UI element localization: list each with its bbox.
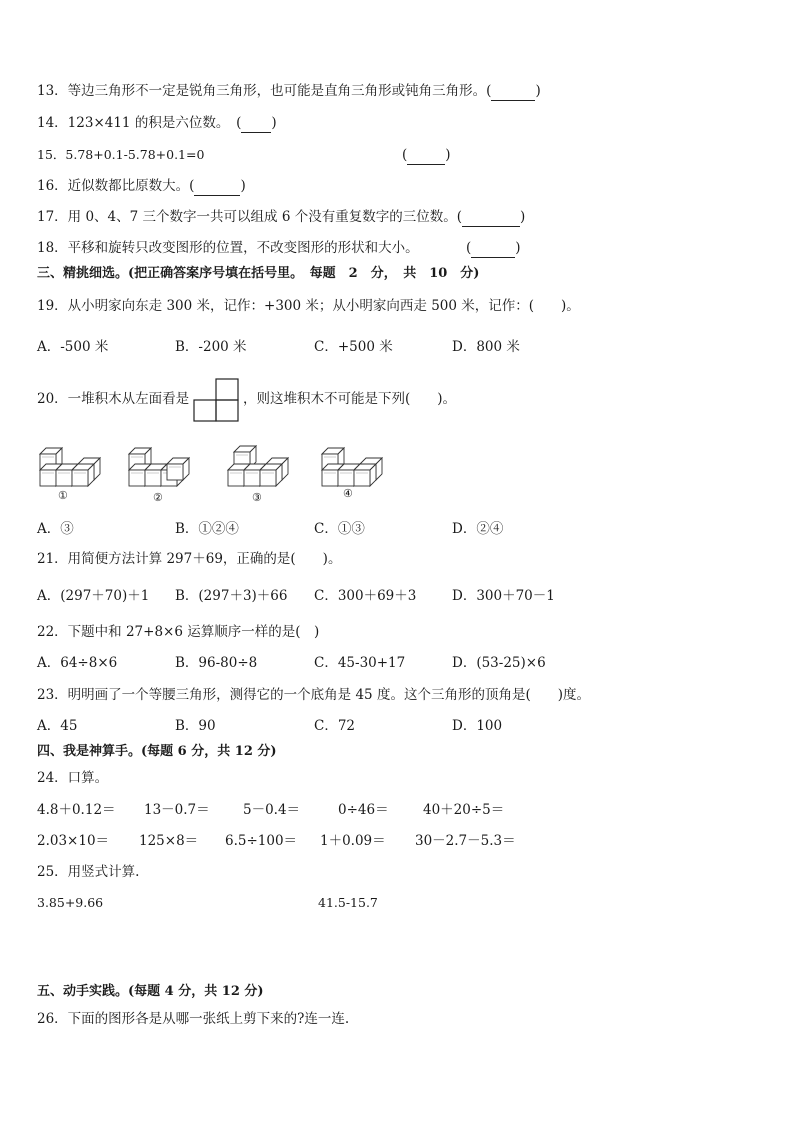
answer-blank[interactable] bbox=[241, 114, 271, 133]
q20-option-a[interactable]: A．③ bbox=[37, 521, 74, 537]
figure-2 bbox=[129, 448, 189, 486]
q22-option-a[interactable]: A．64÷8×6 bbox=[37, 655, 118, 671]
q22-option-d[interactable]: D．(53-25)×6 bbox=[452, 655, 546, 671]
q22-option-c[interactable]: C．45-30+17 bbox=[314, 655, 406, 671]
question-14-text: 14．123×411 的积是六位数。 ( bbox=[37, 115, 242, 131]
oral-calc-item: 0÷46＝ bbox=[338, 802, 389, 818]
question-14 bbox=[37, 114, 277, 133]
left-view-figure bbox=[193, 378, 241, 422]
question-17 bbox=[37, 208, 525, 227]
answer-blank[interactable] bbox=[471, 239, 515, 258]
paren-close: ) bbox=[535, 83, 541, 99]
paren-close: ) bbox=[515, 240, 521, 256]
question-13-text: 13．等边三角形不一定是锐角三角形，也可能是直角三角形或钝角三角形。( bbox=[37, 83, 492, 99]
answer-blank[interactable] bbox=[491, 82, 535, 101]
question-25: 25．用竖式计算. bbox=[37, 864, 140, 880]
paren-close: ) bbox=[519, 209, 526, 225]
question-15-text: 15．5.78+0.1-5.78+0.1=0 bbox=[37, 147, 205, 162]
oral-calc-item: 13－0.7＝ bbox=[144, 802, 210, 818]
question-19: 19．从小明家向东走 300 米，记作：+300 米；从小明家向西走 500 米，记作：( )。 bbox=[37, 298, 580, 314]
question-20 bbox=[37, 390, 189, 408]
q21-option-c[interactable]: C．300＋69＋3 bbox=[314, 588, 417, 604]
answer-blank[interactable] bbox=[407, 146, 445, 165]
q19-option-c[interactable]: C．+500 米 bbox=[314, 339, 393, 355]
q20-figures bbox=[36, 440, 396, 502]
figure-2-label: ② bbox=[153, 491, 163, 504]
question-18 bbox=[37, 239, 419, 257]
oral-calc-item: 5－0.4＝ bbox=[243, 802, 301, 818]
vertical-calc-item: 3.85+9.66 bbox=[37, 895, 104, 910]
q20-option-b[interactable]: B．①②④ bbox=[175, 521, 239, 537]
oral-calc-item: 4.8＋0.12＝ bbox=[37, 802, 116, 818]
q19-option-b[interactable]: B．-200 米 bbox=[175, 339, 247, 355]
question-15-answer bbox=[402, 146, 451, 165]
paren-close: ) bbox=[445, 147, 451, 163]
paren-close: ) bbox=[271, 115, 277, 131]
question-21: 21．用简便方法计算 297＋69，正确的是( )。 bbox=[37, 551, 342, 567]
figure-1-label: ① bbox=[58, 489, 68, 502]
q22-option-b[interactable]: B．96-80÷8 bbox=[175, 655, 258, 671]
q21-option-d[interactable]: D．300＋70－1 bbox=[452, 588, 555, 604]
section-4-title: 四、我是神算手。(每题 6 分，共 12 分) bbox=[37, 744, 277, 759]
q21-option-a[interactable]: A．(297＋70)＋1 bbox=[37, 588, 150, 604]
q23-option-a[interactable]: A．45 bbox=[37, 718, 78, 734]
oral-calc-item: 40＋20÷5＝ bbox=[423, 802, 505, 818]
question-23: 23．明明画了一个等腰三角形，测得它的一个底角是 45 度。这个三角形的顶角是( )度。 bbox=[37, 687, 590, 703]
q23-option-b[interactable]: B．90 bbox=[175, 718, 216, 734]
answer-blank[interactable] bbox=[462, 208, 520, 227]
figure-3-label: ③ bbox=[252, 491, 262, 504]
paren-close: ) bbox=[240, 178, 246, 194]
oral-calc-item: 30－2.7－5.3＝ bbox=[415, 833, 516, 849]
oral-calc-item: 1＋0.09＝ bbox=[320, 833, 386, 849]
paren-open: ( bbox=[402, 147, 408, 163]
q19-option-a[interactable]: A．-500 米 bbox=[37, 339, 109, 355]
paren-open: ( bbox=[466, 240, 472, 256]
vertical-calc-item: 41.5-15.7 bbox=[318, 895, 378, 910]
question-16-text: 16．近似数都比原数大。( bbox=[37, 178, 195, 194]
q20-option-c[interactable]: C．①③ bbox=[314, 521, 365, 537]
q23-option-d[interactable]: D．100 bbox=[452, 718, 503, 734]
figure-1 bbox=[40, 448, 100, 486]
q19-option-d[interactable]: D．800 米 bbox=[452, 339, 520, 355]
oral-calc-item: 6.5÷100＝ bbox=[225, 833, 298, 849]
oral-calc-item: 2.03×10＝ bbox=[37, 833, 110, 849]
question-22: 22．下题中和 27+8×6 运算顺序一样的是( ) bbox=[37, 624, 320, 640]
question-24: 24．口算。 bbox=[37, 770, 109, 786]
question-20-text-after: ，则这堆积木不可能是下列( )。 bbox=[243, 391, 457, 407]
question-26: 26．下面的图形各是从哪一张纸上剪下来的?连一连. bbox=[37, 1011, 350, 1027]
figure-4 bbox=[322, 448, 382, 486]
section-5-title: 五、动手实践。(每题 4 分，共 12 分) bbox=[37, 984, 264, 999]
oral-calc-item: 125×8＝ bbox=[139, 833, 199, 849]
question-18-answer bbox=[466, 239, 521, 258]
question-13 bbox=[37, 82, 541, 101]
figure-4-label: ④ bbox=[343, 487, 353, 500]
question-18-text: 18．平移和旋转只改变图形的位置，不改变图形的形状和大小。 bbox=[37, 240, 419, 256]
question-17-text: 17．用 0、4、7 三个数字一共可以组成 6 个没有重复数字的三位数。( bbox=[37, 209, 462, 225]
q23-option-c[interactable]: C．72 bbox=[314, 718, 356, 734]
question-20-text-before: 20．一堆积木从左面看是 bbox=[37, 391, 190, 407]
answer-blank[interactable] bbox=[194, 177, 240, 196]
section-3-title: 三、精挑细选。(把正确答案序号填在括号里。 每题 2 分， 共 10 分) bbox=[37, 266, 480, 281]
q20-option-d[interactable]: D．②④ bbox=[452, 521, 504, 537]
q21-option-b[interactable]: B．(297＋3)＋66 bbox=[175, 588, 288, 604]
question-15 bbox=[37, 146, 204, 164]
figure-3 bbox=[228, 446, 288, 486]
question-16 bbox=[37, 177, 246, 196]
